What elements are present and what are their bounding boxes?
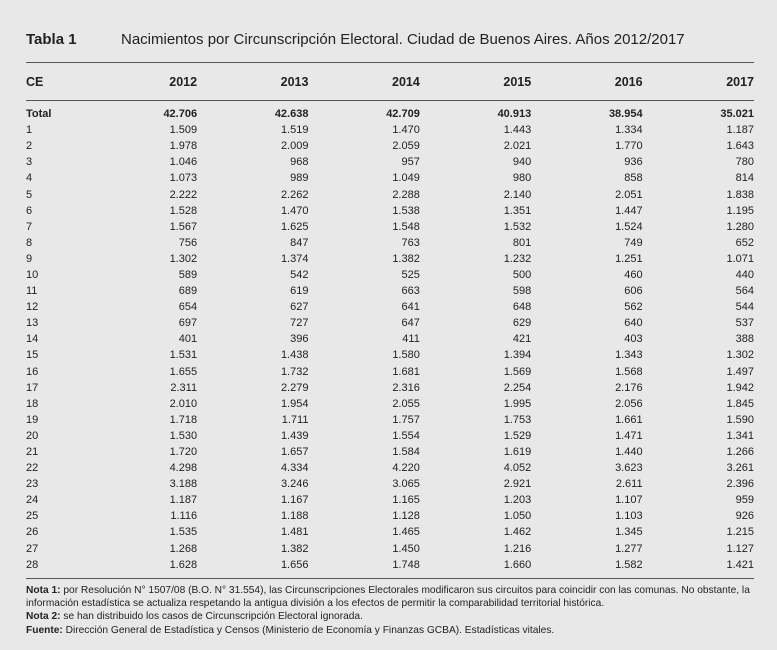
table-cell: 1.203 [503, 494, 532, 507]
table-cell: 1.268 [169, 542, 198, 555]
row-label: 22 [26, 462, 39, 475]
table-cell: 1.548 [392, 220, 420, 233]
table-cell: 1.845 [726, 397, 754, 410]
table-cell: 1.187 [169, 494, 198, 507]
table-cell: 627 [290, 301, 309, 314]
column-header-2014: 2014 [392, 75, 420, 89]
table-cell: 989 [290, 172, 309, 185]
table-cell: 1.718 [169, 413, 198, 426]
row-label: 2 [26, 140, 33, 153]
column-header-2012: 2012 [169, 75, 198, 89]
table-cell: 35.021 [720, 108, 754, 121]
header-row [26, 64, 754, 101]
table-cell: 1.216 [503, 542, 532, 555]
row-label: 15 [26, 349, 39, 362]
table-cell: 1.050 [503, 510, 532, 523]
table-cell: 3.065 [392, 478, 420, 491]
table-cell: 606 [624, 285, 643, 298]
table-cell: 1.103 [615, 510, 643, 523]
table-cell: 1.481 [280, 526, 309, 539]
table-cell: 1.509 [169, 124, 198, 137]
table-row [26, 347, 754, 363]
table-cell: 1.660 [503, 558, 532, 571]
table-cell: 1.187 [726, 124, 754, 137]
table-cell: 1.661 [615, 413, 643, 426]
table-cell: 663 [401, 285, 420, 298]
table-row [26, 186, 754, 202]
table-row [26, 508, 754, 524]
column-header-2015: 2015 [503, 75, 532, 89]
table-cell: 652 [735, 236, 754, 249]
table-cell: 727 [290, 317, 309, 330]
table-cell: 1.049 [392, 172, 420, 185]
table-cell: 2.051 [615, 188, 643, 201]
table-cell: 1.942 [726, 381, 754, 394]
row-label: 21 [26, 446, 39, 459]
table-cell: 1.732 [280, 365, 309, 378]
table-cell: 1.447 [615, 204, 643, 217]
column-header-2016: 2016 [614, 75, 643, 89]
table-cell: 2.396 [726, 478, 754, 491]
column-header-2017: 2017 [726, 75, 754, 89]
table-cell: 1.165 [392, 494, 420, 507]
table-cell: 763 [401, 236, 420, 249]
table-cell: 1.757 [392, 413, 420, 426]
table-cell: 697 [178, 317, 198, 330]
table-row [26, 170, 754, 186]
table-cell: 1.334 [615, 124, 643, 137]
table-cell: 1.215 [726, 526, 754, 539]
table-row [26, 267, 754, 283]
footnote-text: Dirección General de Estadística y Censos (Ministerio de Economía y Finanzas GCBA). Estadísticas vitales. [62, 624, 555, 636]
table-cell: 403 [624, 333, 643, 346]
table-row [26, 203, 754, 219]
table-cell: 1.345 [615, 526, 643, 539]
table-row [26, 524, 754, 540]
total-row [26, 101, 754, 123]
table-cell: 847 [290, 236, 309, 249]
row-label: 3 [26, 156, 33, 169]
table-row [26, 541, 754, 557]
table-row [26, 492, 754, 508]
table-row [26, 380, 754, 396]
table-cell: 2.010 [169, 397, 198, 410]
table-row [26, 557, 754, 573]
row-label: 8 [26, 236, 33, 249]
table-cell: 1.681 [392, 365, 420, 378]
table-cell: 3.261 [726, 462, 754, 475]
row-label: 14 [26, 333, 39, 346]
row-label: 6 [26, 204, 33, 217]
table-cell: 1.655 [169, 365, 198, 378]
row-label: 10 [26, 268, 39, 281]
table-row [26, 299, 754, 315]
table-cell: 1.529 [503, 429, 532, 442]
table-cell: 2.140 [503, 188, 532, 201]
table-cell: 1.167 [280, 494, 309, 507]
table-cell: 1.582 [615, 558, 643, 571]
table-cell: 1.443 [503, 124, 532, 137]
footnote-label: Nota 2: [26, 611, 61, 623]
table-row [26, 251, 754, 267]
table-cell: 42.709 [386, 108, 420, 121]
row-label: 11 [26, 285, 38, 298]
table-cell: 780 [735, 156, 754, 169]
table-cell: 1.497 [726, 365, 754, 378]
table-cell: 1.341 [726, 429, 754, 442]
table-row [26, 364, 754, 380]
row-label: 12 [26, 301, 39, 314]
table-cell: 1.753 [503, 413, 532, 426]
table-cell: 814 [735, 172, 754, 185]
table-cell: 940 [512, 156, 532, 169]
table-row [26, 219, 754, 235]
table-cell: 2.254 [503, 381, 532, 394]
table-cell: 648 [512, 301, 532, 314]
table-row [26, 412, 754, 428]
table-cell: 1.619 [503, 446, 532, 459]
table-cell: 647 [401, 317, 420, 330]
table-cell: 1.280 [726, 220, 754, 233]
table-cell: 1.530 [169, 429, 198, 442]
table-cell: 1.302 [726, 349, 754, 362]
table-cell: 689 [178, 285, 198, 298]
table-row [26, 331, 754, 347]
table-cell: 1.538 [392, 204, 420, 217]
table-row [26, 122, 754, 138]
table-cell: 926 [735, 510, 754, 523]
row-label: 17 [26, 381, 39, 394]
table-cell: 1.343 [615, 349, 643, 362]
table-cell: 1.195 [726, 204, 754, 217]
table-cell: 1.711 [281, 413, 309, 426]
table-cell: 1.251 [615, 252, 643, 265]
row-label: 18 [26, 397, 39, 410]
table-cell: 2.262 [280, 188, 309, 201]
table-row [26, 283, 754, 299]
table-cell: 749 [624, 236, 643, 249]
table-cell: 968 [290, 156, 309, 169]
table-cell: 500 [512, 268, 532, 281]
table-cell: 1.471 [615, 429, 643, 442]
table-cell: 2.055 [392, 397, 420, 410]
table-cell: 401 [178, 333, 198, 346]
table-cell: 525 [401, 268, 420, 281]
footnote-label: Nota 1: [26, 585, 61, 596]
table-cell: 40.913 [497, 108, 532, 121]
table-cell: 801 [512, 236, 532, 249]
table-cell: 1.657 [280, 446, 309, 459]
table-number: Tabla 1 [26, 31, 77, 48]
table-cell: 589 [178, 268, 198, 281]
table-cell: 544 [735, 301, 754, 314]
table-row [26, 315, 754, 331]
table-cell: 1.232 [503, 252, 532, 265]
table-row [26, 444, 754, 460]
table-cell: 1.470 [392, 124, 420, 137]
row-label: 16 [26, 365, 39, 378]
table-cell: 1.450 [392, 542, 420, 555]
row-label: 28 [26, 558, 39, 571]
table-cell: 3.188 [169, 478, 198, 491]
table-cell: 1.580 [392, 349, 420, 362]
table-cell: 1.382 [280, 542, 309, 555]
table-cell: 2.009 [280, 140, 309, 153]
row-label: 4 [26, 172, 33, 185]
table-cell: 1.531 [169, 349, 198, 362]
table-cell: 1.462 [503, 526, 532, 539]
table-cell: 1.524 [615, 220, 643, 233]
table-row [26, 460, 754, 476]
footnote [26, 584, 761, 610]
table-cell: 1.569 [503, 365, 532, 378]
bottom-divider [26, 578, 754, 579]
table-cell: 2.311 [170, 381, 198, 394]
table-cell: 1.748 [392, 558, 420, 571]
table-cell: 411 [402, 333, 420, 346]
table-cell: 1.188 [280, 510, 309, 523]
table-cell: 1.351 [503, 204, 532, 217]
row-label: 25 [26, 510, 39, 523]
table-cell: 2.288 [392, 188, 420, 201]
table-cell: 4.052 [503, 462, 532, 475]
table-cell: 1.127 [726, 542, 754, 555]
row-label: Total [26, 108, 52, 121]
births-table [26, 64, 754, 573]
table-cell: 1.440 [615, 446, 643, 459]
table-cell: 1.116 [170, 510, 198, 523]
table-cell: 1.277 [615, 542, 643, 555]
table-cell: 1.995 [503, 397, 532, 410]
row-label: 27 [26, 542, 39, 555]
table-cell: 42.638 [274, 108, 309, 121]
table-row [26, 396, 754, 412]
table-cell: 1.470 [280, 204, 309, 217]
table-cell: 1.656 [280, 558, 309, 571]
table-cell: 1.302 [169, 252, 198, 265]
table-cell: 42.706 [163, 108, 198, 121]
table-cell: 1.532 [503, 220, 532, 233]
table-cell: 1.374 [280, 252, 309, 265]
table-cell: 959 [735, 494, 754, 507]
table-cell: 1.107 [615, 494, 643, 507]
table-cell: 388 [735, 333, 754, 346]
table-cell: 2.921 [503, 478, 532, 491]
table-cell: 1.073 [169, 172, 198, 185]
table-cell: 4.220 [392, 462, 420, 475]
table-cell: 1.590 [726, 413, 754, 426]
table-cell: 1.954 [280, 397, 309, 410]
table-cell: 396 [290, 333, 309, 346]
table-cell: 2.611 [615, 478, 643, 491]
row-label: 26 [26, 526, 39, 539]
table-cell: 2.176 [615, 381, 643, 394]
table-cell: 629 [512, 317, 532, 330]
table-cell: 2.059 [392, 140, 420, 153]
table-cell: 1.421 [726, 558, 754, 571]
table-cell: 537 [735, 317, 754, 330]
row-label: 7 [26, 220, 33, 233]
row-label: 20 [26, 429, 39, 442]
table-cell: 542 [290, 268, 309, 281]
table-cell: 1.978 [169, 140, 198, 153]
row-label: 24 [26, 494, 39, 507]
table-cell: 4.334 [280, 462, 309, 475]
table-cell: 936 [624, 156, 643, 169]
table-caption: Nacimientos por Circunscripción Electoral. Ciudad de Buenos Aires. Años 2012/2017 [121, 31, 685, 48]
table-cell: 3.623 [615, 462, 643, 475]
table-cell: 2.021 [503, 140, 532, 153]
footnotes [26, 584, 761, 637]
footnote-text: por Resolución N° 1507/08 (B.O. N° 31.554), las Circunscripciones Electorales modificaron sus circuitos para coincidir con las comunas. No obstante, la información estadística se actualiza respetando la antigua división a los efectos de permitir la comparabilidad territorial histórica. [26, 585, 750, 610]
table-cell: 1.046 [169, 156, 198, 169]
table-cell: 1.625 [280, 220, 309, 233]
table-cell: 2.316 [392, 381, 420, 394]
table-row [26, 138, 754, 154]
row-label: 9 [26, 252, 33, 265]
table-cell: 4.298 [169, 462, 198, 475]
table-row [26, 235, 754, 251]
table-cell: 1.838 [726, 188, 754, 201]
table-cell: 1.643 [726, 140, 754, 153]
table-cell: 1.382 [392, 252, 420, 265]
table-title [26, 31, 685, 48]
table-row [26, 428, 754, 444]
table-cell: 1.770 [615, 140, 643, 153]
table-cell: 1.465 [392, 526, 420, 539]
table-cell: 619 [290, 285, 309, 298]
table-cell: 1.394 [503, 349, 532, 362]
table-cell: 1.567 [169, 220, 198, 233]
table-cell: 756 [178, 236, 198, 249]
table-cell: 2.222 [169, 188, 198, 201]
row-label: 5 [26, 188, 33, 201]
table-cell: 2.056 [615, 397, 643, 410]
footnote-text: se han distribuido los casos de Circunscripción Electoral ignorada. [60, 611, 363, 623]
table-cell: 598 [512, 285, 532, 298]
top-divider [26, 62, 754, 63]
table-cell: 1.438 [280, 349, 309, 362]
table-cell: 957 [401, 156, 420, 169]
table-cell: 1.535 [169, 526, 198, 539]
table-cell: 640 [624, 317, 643, 330]
table-cell: 564 [735, 285, 754, 298]
table-cell: 1.554 [392, 429, 420, 442]
table-body [26, 101, 754, 573]
table-cell: 1.584 [392, 446, 420, 459]
table-row [26, 154, 754, 170]
table-cell: 38.954 [608, 108, 643, 121]
row-label: 23 [26, 478, 39, 491]
table-cell: 440 [735, 268, 754, 281]
column-header-ce: CE [26, 75, 44, 89]
table-cell: 562 [624, 301, 643, 314]
table-cell: 1.528 [169, 204, 198, 217]
footnote-label: Fuente: [26, 624, 63, 636]
table-row [26, 476, 754, 492]
footnote [26, 610, 761, 623]
table-cell: 1.071 [726, 252, 754, 265]
table-cell: 1.519 [280, 124, 309, 137]
table-cell: 1.628 [169, 558, 198, 571]
table-cell: 460 [624, 268, 643, 281]
table-cell: 1.568 [615, 365, 643, 378]
row-label: 13 [26, 317, 39, 330]
table-cell: 421 [512, 333, 532, 346]
row-label: 19 [26, 413, 39, 426]
table-cell: 1.266 [726, 446, 754, 459]
column-header-2013: 2013 [280, 75, 309, 89]
table-cell: 2.279 [280, 381, 309, 394]
table-cell: 1.128 [392, 510, 420, 523]
table-cell: 858 [624, 172, 643, 185]
row-label: 1 [26, 124, 33, 137]
table-cell: 641 [401, 301, 420, 314]
table-cell: 654 [178, 301, 198, 314]
table-cell: 1.720 [169, 446, 198, 459]
table-cell: 3.246 [280, 478, 309, 491]
table-cell: 1.439 [280, 429, 309, 442]
table-cell: 980 [512, 172, 532, 185]
footnote [26, 624, 761, 637]
